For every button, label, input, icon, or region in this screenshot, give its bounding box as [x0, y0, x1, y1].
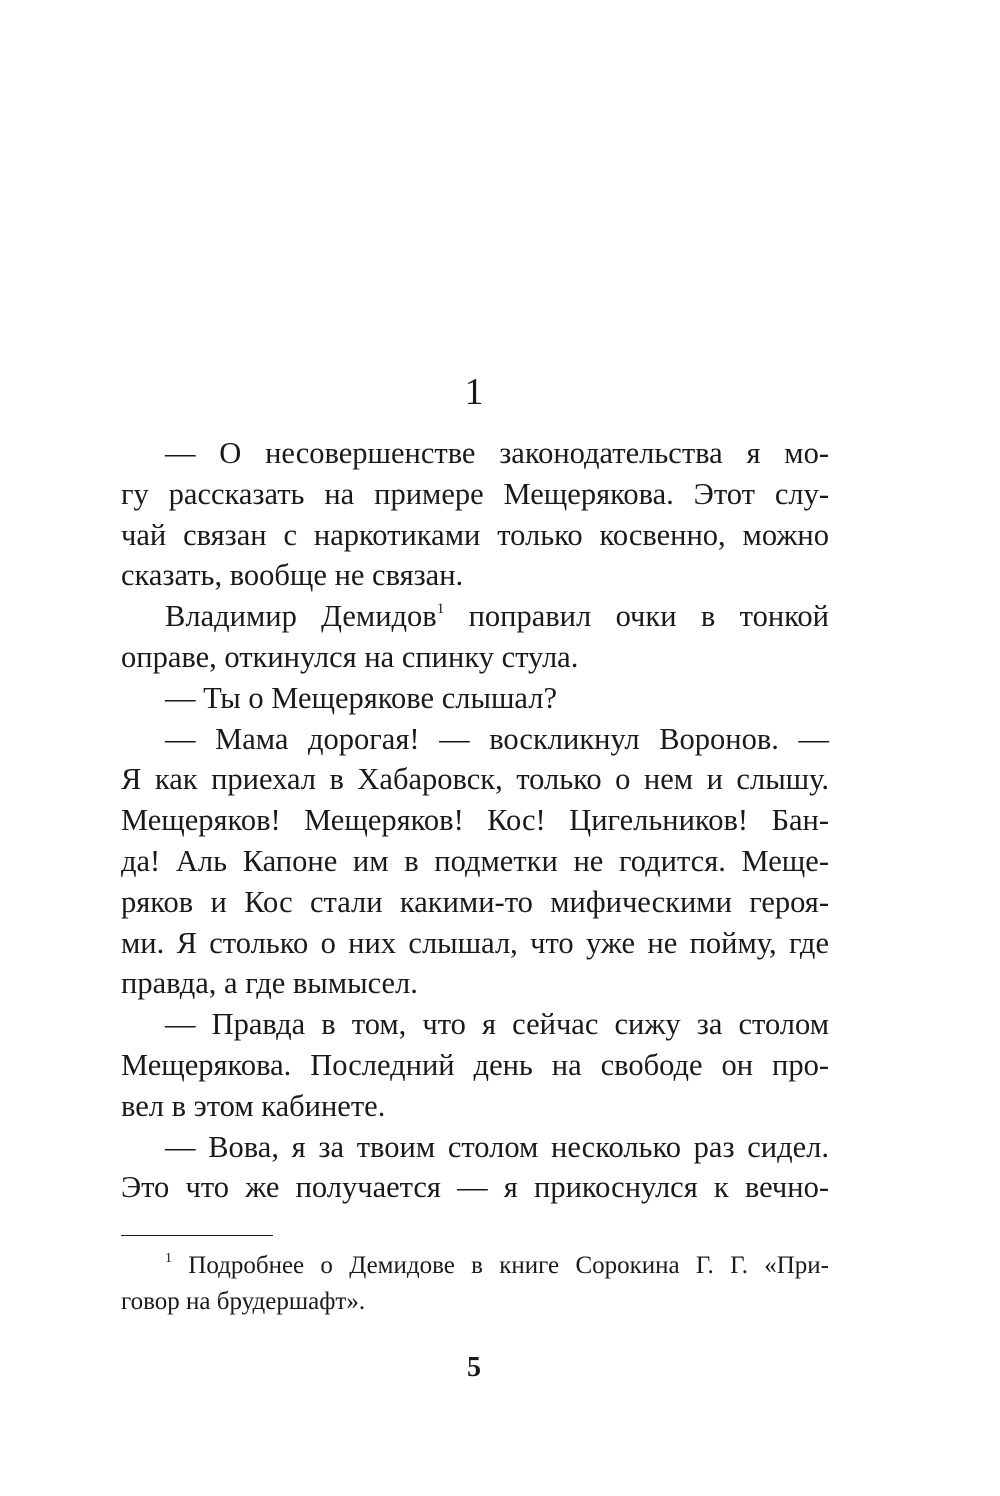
- text-line: — Вова, я за твоим столом несколько раз сидел.: [165, 1129, 829, 1164]
- text-line: — Правда в том, что я сейчас сижу за столом: [165, 1007, 829, 1042]
- footnote-line: [121, 1248, 829, 1284]
- text-line: — Ты о Мещерякове слышал?: [165, 680, 557, 715]
- text-line: — Мама дорогая! — воскликнул Воронов. —: [165, 721, 829, 756]
- text-line: оправе, откинулся на спинку стула.: [121, 639, 579, 674]
- text-line: ми. Я столько о них слышал, что уже не пойму, где: [121, 925, 829, 960]
- text-line: ряков и Кос стали какими-то мифическими героя-: [121, 884, 829, 919]
- body-text: [121, 433, 829, 1208]
- text-line: [121, 596, 829, 637]
- footnote-line: говор на брудершафт».: [121, 1288, 366, 1315]
- text-line: Я как приехал в Хабаровск, только о нем и слышу.: [121, 762, 829, 797]
- text-line: правда, а где вымысел.: [121, 966, 418, 1001]
- page-number: 5: [467, 1352, 481, 1383]
- footnote: [121, 1248, 829, 1320]
- text-line: вел в этом кабинете.: [121, 1088, 386, 1123]
- text-line: гу рассказать на примере Мещерякова. Этот слу-: [121, 476, 829, 511]
- footnote-reference[interactable]: 1: [436, 601, 445, 618]
- text-line: — О несовершенстве законодательства я мо-: [165, 436, 829, 470]
- text-line: да! Аль Капоне им в подметки не годится. Меще-: [121, 843, 829, 878]
- chapter-number: 1: [464, 371, 484, 413]
- text-line: Это что же получается — я прикоснулся к вечно-: [121, 1170, 829, 1205]
- text-fragment: Владимир Демидов: [165, 599, 437, 634]
- footnote-text: Подробнее о Демидове в книге Сорокина Г. Г. «При-: [188, 1252, 830, 1279]
- text-line: Мещеряков! Мещеряков! Кос! Цигельников! Бан-: [121, 803, 829, 838]
- text-line: Мещерякова. Последний день на свободе он про-: [121, 1047, 829, 1082]
- text-line: сказать, вообще не связан.: [121, 558, 464, 593]
- text-line: чай связан с наркотиками только косвенно, можно: [121, 517, 829, 552]
- footnote-marker: 1: [165, 1251, 172, 1266]
- text-fragment: поправил очки в тонкой: [468, 599, 830, 634]
- footnote-divider: [121, 1235, 273, 1236]
